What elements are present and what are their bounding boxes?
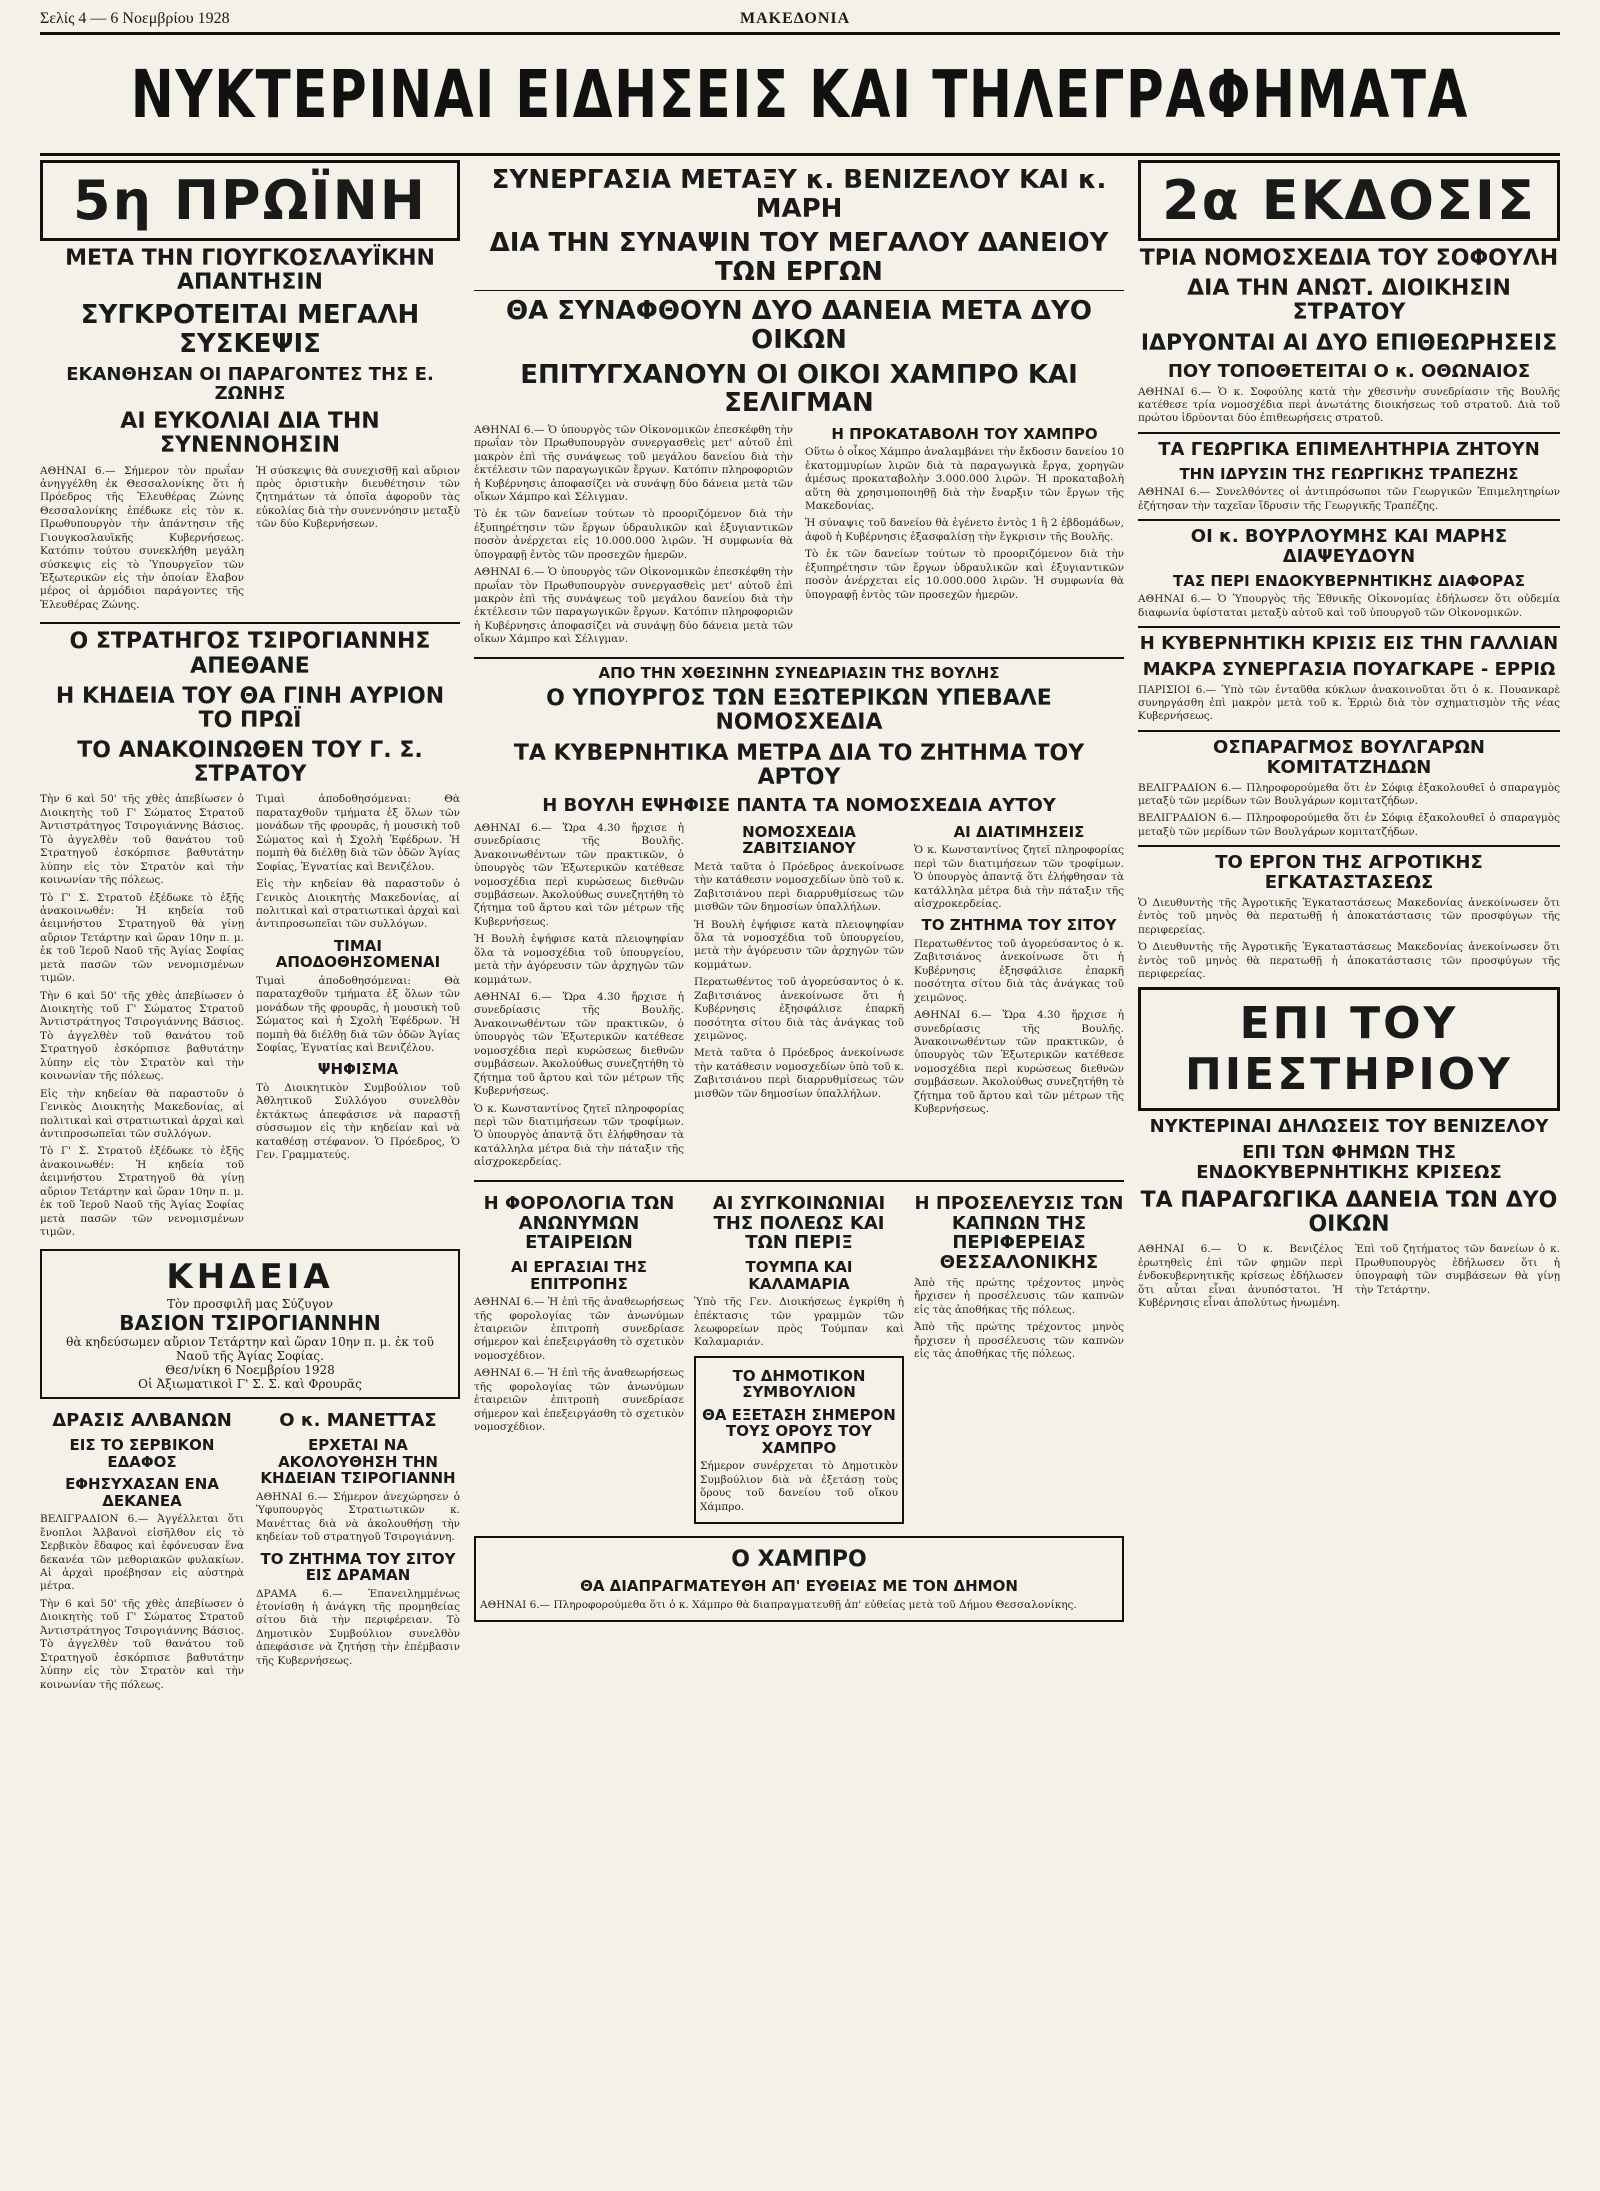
column-left [40,160,460,2170]
newspaper-name: ΜΑΚΕΔΟΝΙΑ [740,10,851,27]
article-body [474,420,1124,651]
funeral-notice [40,1249,460,1399]
divider [474,290,1124,291]
subheading: ΨΗΦΙΣΜΑ [317,1060,399,1079]
headline: ΜΕΤΑ ΤΗΝ ΓΙΟΥΓΚΟΣΛΑΥΪΚΗΝ ΑΠΑΝΤΗΣΙΝ [65,246,435,296]
masthead [40,32,1560,156]
subheading: ΤΙΜΑΙ ΑΠΟΔΟΘΗΣΟΜΕΝΑΙ [275,936,441,972]
subheading: ΑΙ ΕΡΓΑΣΙΑΙ ΤΗΣ ΕΠΙΤΡΟΠΗΣ [510,1258,648,1293]
headline: ΤΑΣ ΠΕΡΙ ΕΝΔΟΚΥΒΕΡΝΗΤΙΚΗΣ ΔΙΑΦΟΡΑΣ [1173,571,1525,590]
divider [1138,845,1560,847]
paragraph: Τὸ ἐκ τῶν δανείων τούτων τὸ προοριζόμενον διὰ τὴν ἐξυπηρέτησιν τῶν ἔργων ὑδραυλικῶν καὶ ἐξυγιαντικῶν ποσὸν ἀνέρχεται εἰς 10.000.000 λιρῶν. Ἡ συμφωνία θὰ ὑπογραφῇ ἐντὸς τῶν προσεχῶν ἡμερῶν. [805,548,1124,601]
paragraph: Περατωθέντος τοῦ ἀγορεύσαντος ὁ κ. Ζαβιτσιάνος ἀνεκοίνωσε ὅτι ἡ Κυβέρνησις ἐξησφάλισε ἐπαρκῆ ποσότητα σίτου διὰ τὰς ἀνάγκας τοῦ χειμῶνος. [914,937,1124,1004]
headline: Ο ΣΤΡΑΤΗΓΟΣ ΤΣΙΡΟΓΙΑΝΝΗΣ ΑΠΕΘΑΝΕ [69,629,431,679]
headline: ΤΑ ΠΑΡΑΓΩΓΙΚΑ ΔΑΝΕΙΑ ΤΩΝ ΔΥΟ ΟΙΚΩΝ [1140,1187,1558,1238]
paragraph: ΑΘΗΝΑΙ 6.— Ὁ Ὑπουργὸς τῆς Ἐθνικῆς Οἰκονομίας ἐδήλωσεν ὅτι οὐδεμία διαφωνία ὑφίσταται μεταξὺ αὐτοῦ καὶ τοῦ ὑπουργοῦ τῶν Οἰκονομικῶν. [1138,593,1560,619]
headline: ΘΑ ΣΥΝΑΦΘΟΥΝ ΔΥΟ ΔΑΝΕΙΑ ΜΕΤΑ ΔΥΟ ΟΙΚΩΝ [505,296,1092,355]
paragraph: Ἐπὶ τοῦ ζητήματος τῶν δανείων ὁ κ. Πρωθυπουργὸς ἐδήλωσεν ὅτι ἡ ὑπογραφὴ τῶν συμβάσεων θὰ γίνῃ τὴν Τετάρτην. [1355,1243,1560,1296]
paragraph: ΑΘΗΝΑΙ 6.— Σήμερον τὸν πρωΐαν ἀνηγγέλθη ἐκ Θεσσαλονίκης ὅτι ἡ Πρόεδρος τῆς Ἐλευθέρας Ζώνης Θεσσαλονίκης ἐπέδωκε εἰς τὸν κ. Πρωθυπουργὸν τὴν ἀπάντησιν τῆς Γιουγκοσλαυϊκῆς Κυβερνήσεως. Κατόπιν τούτου συνεκλήθη μεγάλη σύσκεψις εἰς τὸ Ὑπουργεῖον τῶν Ἐξωτερικῶν εἰς τὴν ὁποίαν ἔλαβον μέρος οἱ ἁρμόδιοι παράγοντες τῆς Ἐλευθέρας Ζώνης. [40,464,244,611]
paragraph: ΑΘΗΝΑΙ 6.— Πληροφορούμεθα ὅτι ὁ κ. Χάμπρο θὰ διαπραγματευθῇ ἀπ' εὐθείας μετὰ τοῦ Δήμου Θεσσαλονίκης. [480,1598,1077,1611]
notice-title: ΚΗΔΕΙΑ [166,1257,334,1298]
headline: Η ΠΡΟΣΕΛΕΥΣΙΣ ΤΩΝ ΚΑΠΝΩΝ ΤΗΣ ΠΕΡΙΦΕΡΕΙΑΣ ΘΕΣΣΑΛΟΝΙΚΗΣ [914,1192,1124,1274]
subheading: Η ΠΡΟΚΑΤΑΒΟΛΗ ΤΟΥ ΧΑΜΠΡΟ [831,424,1098,443]
paragraph: Ὁ κ. Κωνσταντίνος ζητεῖ πληροφορίας περὶ τῶν διατιμήσεων τῶν τροφίμων. Ὁ ὑπουργὸς ἀπαντᾷ ὅτι ἐλήφθησαν τὰ κατάλληλα μέτρα διὰ τὴν πάταξιν τῆς αἰσχροκερδείας. [474,1102,684,1169]
paragraph: Τιμαὶ ἀποδοθησόμεναι: Θὰ παραταχθοῦν τμήματα ἐξ ὅλων τῶν μονάδων τῆς φρουρᾶς, ἡ μουσικὴ τοῦ Σώματος καὶ ἡ Σχολὴ Ἐφέδρων. Ἡ πομπὴ θὰ διέλθῃ διὰ τῶν ὁδῶν Ἁγίας Σοφίας, Ἐγνατίας καὶ Βενιζέλου. [256,793,460,873]
paragraph: Τὸ Γ' Σ. Στρατοῦ ἐξέδωκε τὸ ἑξῆς ἀνακοινωθέν: Ἡ κηδεία τοῦ ἀειμνήστου Στρατηγοῦ θὰ γίνῃ αὔριον Τετάρτην καὶ ὥραν 10ην π. μ. ἐκ τοῦ Ἱεροῦ Ναοῦ τῆς Ἁγίας Σοφίας μετὰ πασῶν τῶν νενομισμένων τιμῶν. [40,1145,244,1239]
paragraph: Ὁ Διευθυντὴς τῆς Ἀγροτικῆς Ἐγκαταστάσεως Μακεδονίας ἀνεκοίνωσεν ὅτι ἐντὸς τοῦ μηνὸς θὰ περατωθῇ ἡ ἀποκατάστασις τῶν προσφύγων τῆς περιφερείας. [1138,941,1560,981]
edition-title: 2α ΕΚΔΟΣΙΣ [1138,160,1560,241]
headline: ΕΦΗΣΥΧΑΣΑΝ ΕΝΑ ΔΕΚΑΝΕΑ [65,1475,219,1510]
headline: ΤΡΙΑ ΝΟΜΟΣΧΕΔΙΑ ΤΟΥ ΣΟΦΟΥΛΗ [1139,246,1559,271]
paragraph: ΔΡΑΜΑ 6.— Ἐπανειλημμένως ἐτονίσθη ἡ ἀνάγκη τῆς προμηθείας σίτου διὰ τὴν περιφέρειαν. Τὸ Δημοτικὸν Συμβούλιον συνελθὸν ἀπεφάσισε νὰ ζητήσῃ τὴν ἐπέμβασιν τῆς Κυβερνήσεως. [256,1587,460,1667]
paragraph: Τὴν 6 καὶ 50' τῆς χθὲς ἀπεβίωσεν ὁ Διοικητὴς τοῦ Γ' Σώματος Στρατοῦ Ἀντιστράτηγος Τσιρογιάννης Βάσιος. Τὸ ἀγγελθὲν τοῦ θανάτου τοῦ Στρατηγοῦ ἐσκόρπισε βαθυτάτην λύπην εἰς τὸν Στρατὸν καὶ τὴν κοινωνίαν τῆς πόλεως. [40,989,244,1083]
paragraph: Οὕτω ὁ οἶκος Χάμπρο ἀναλαμβάνει τὴν ἔκδοσιν δανείου 10 ἑκατομμυρίων λιρῶν διὰ τὰ παραγωγικὰ ἔργα, χορηγῶν ἀμέσως προκαταβολὴν 3.000.000 λιρῶν. Ἡ προκαταβολὴ αὕτη θὰ χρησιμοποιηθῇ διὰ τὴν ἔναρξιν τῶν ἔργων τῆς Μακεδονίας. [805,446,1124,512]
divider [1138,626,1560,628]
headline: ΠΟΥ ΤΟΠΟΘΕΤΕΙΤΑΙ Ο κ. ΟΘΩΝΑΙΟΣ [1167,360,1531,382]
paragraph: ΑΘΗΝΑΙ 6.— Ὥρα 4.30 ἤρχισε ἡ συνεδρίασις τῆς Βουλῆς. Ἀνακοινωθέντων τῶν πρακτικῶν, ὁ ὑπουργὸς τῶν Ἐξωτερικῶν κατέθεσε νομοσχέδια περὶ κυρώσεως διεθνῶν συμβάσεων. Ἀκολούθως συνεζητήθη τὸ ζήτημα τοῦ ἄρτου καὶ τῶν μέτρων τῆς Κυβερνήσεως. [914,1009,1124,1116]
divider [40,622,460,624]
notice-line: Τὸν προσφιλῆ μας Σύζυγον [166,1297,334,1312]
notice-line: Θεσ/νίκη 6 Νοεμβρίου 1928 [165,1363,335,1378]
subheading: ΤΟ ΖΗΤΗΜΑ ΤΟΥ ΣΙΤΟΥ [921,916,1117,935]
headline: ΕΠΙΤΥΓΧΑΝΟΥΝ ΟΙ ΟΙΚΟΙ ΧΑΜΠΡΟ ΚΑΙ ΣΕΛΙΓΜΑΝ [520,359,1078,419]
paragraph: Τὸ ἐκ τῶν δανείων τούτων τὸ προοριζόμενον διὰ τὴν ἐξυπηρέτησιν τῶν ἔργων ὑδραυλικῶν καὶ ἐξυγιαντικῶν ποσὸν ἀνέρχεται εἰς 10.000.000 λιρῶν. Ἡ συμφωνία θὰ ὑπογραφῇ ἐντὸς τῶν προσεχῶν ἡμερῶν. [474,508,793,561]
paragraph: ΒΕΛΙΓΡΑΔΙΟΝ 6.— Ἀγγέλλεται ὅτι ἔνοπλοι Ἀλβανοὶ εἰσῆλθον εἰς τὸ Σερβικὸν ἔδαφος καὶ ἐφόνευσαν ἕνα δεκανέα τῶν μεθοριακῶν φυλακίων. Αἱ ἀρχαὶ προέβησαν εἰς αὐστηρὰ μέτρα. [40,1513,244,1593]
paragraph: Μετὰ ταῦτα ὁ Πρόεδρος ἀνεκοίνωσε τὴν κατάθεσιν νομοσχεδίων ὑπὸ τοῦ κ. Ζαβιτσιάνου περὶ διαρρυθμίσεως τῶν μισθῶν τῶν δημοσίων ὑπαλλήλων. [694,860,904,914]
headline: ΣΥΝΕΡΓΑΣΙΑ ΜΕΤΑΞΥ κ. ΒΕΝΙΖΕΛΟΥ ΚΑΙ κ. ΜΑΡΗ [491,165,1107,224]
paragraph: ΑΘΗΝΑΙ 6.— Ὁ ὑπουργὸς τῶν Οἰκονομικῶν ἐπεσκέφθη τὴν πρωΐαν τὸν Πρωθυπουργὸν συνεργασθεὶς μετ' αὐτοῦ ἐπὶ μακρὸν ἐπὶ τῆς συνάψεως τοῦ μεγάλου δανείου διὰ τὴν ἐκτέλεσιν τῶν παραγωγικῶν ἔργων. Κατόπιν πληροφοριῶν ἡ Κυβέρνησις ἀποφασίζει νὰ συνάψῃ δύο δάνεια μετὰ τῶν οἴκων Χάμπρο καὶ Σέλιγμαν. [474,566,793,646]
paragraph: Ἡ σύσκεψις θὰ συνεχισθῇ καὶ αὔριον πρὸς ὁριστικὴν διευθέτησιν τῶν ζητημάτων τὰ ὁποῖα ἀφοροῦν τὰς εὐκολίας διὰ τὴν συνεννόησιν μεταξὺ τῶν δύο Κυβερνήσεων. [256,464,460,531]
article-body [1138,1239,1560,1314]
paragraph: ΠΑΡΙΣΙΟΙ 6.— Ὑπὸ τῶν ἐνταῦθα κύκλων ἀνακοινοῦται ὅτι ὁ κ. Πουανκαρὲ συνηργάσθη ἐπὶ μακρὸν μετὰ τοῦ κ. Ἑρριὼ διὰ τὸν σχηματισμὸν τῆς νέας Κυβερνήσεως. [1138,683,1560,723]
article-body [474,818,1124,1174]
paragraph: ΑΘΗΝΑΙ 6.— Σήμερον ἀνεχώρησεν ὁ Ὑφυπουργὸς Στρατιωτικῶν κ. Μανέττας διὰ νὰ ἀκολουθήσῃ τὴν κηδείαν τοῦ στρατηγοῦ Τσιρογιάννη. [256,1490,460,1544]
page-date: Σελίς 4 — 6 Νοεμβρίου 1928 [40,10,230,27]
paragraph: Ἡ σύναψις τοῦ δανείου θὰ ἐγένετο ἐντὸς 1 ἢ 2 ἑβδομάδων, ἀφοῦ ἡ Κυβέρνησις ἐξασφαλίσῃ τὴν ἔγκρισιν τῆς Βουλῆς. [805,517,1124,543]
headline: ΤΟ ΖΗΤΗΜΑ ΤΟΥ ΣΙΤΟΥ ΕΙΣ ΔΡΑΜΑΝ [260,1549,456,1585]
divider [1138,519,1560,521]
headline: ΕΙΣ ΤΟ ΣΕΡΒΙΚΟΝ ΕΔΑΦΟΣ [69,1436,215,1471]
headline: ΜΑΚΡΑ ΣΥΝΕΡΓΑΣΙΑ ΠΟΥΑΓΚΑΡΕ - ΕΡΡΙΩ [1142,658,1556,680]
headline: ΔΙΑ ΤΗΝ ΑΝΩΤ. ΔΙΟΙΚΗΣΙΝ ΣΤΡΑΤΟΥ [1187,276,1511,326]
headline: Η ΦΟΡΟΛΟΓΙΑ ΤΩΝ ΑΝΩΝΥΜΩΝ ΕΤΑΙΡΕΙΩΝ [483,1192,675,1254]
subheading: ΝΟΜΟΣΧΕΔΙΑ ΖΑΒΙΤΣΙΑΝΟΥ [742,822,856,858]
headline: ΔΡΑΣΙΣ ΑΛΒΑΝΩΝ [52,1410,232,1432]
paragraph: Ὁ κ. Κωνσταντίνος ζητεῖ πληροφορίας περὶ τῶν διατιμήσεων τῶν τροφίμων. Ὁ ὑπουργὸς ἀπαντᾷ ὅτι ἐλήφθησαν τὰ κατάλληλα μέτρα διὰ τὴν πάταξιν τῆς αἰσχροκερδείας. [914,844,1124,911]
divider [474,657,1124,659]
paragraph: ΒΕΛΙΓΡΑΔΙΟΝ 6.— Πληροφορούμεθα ὅτι ἐν Σόφιᾳ ἐξακολουθεῖ ὁ σπαραγμὸς μεταξὺ τῶν μερίδων τῶν Βουλγάρων κομιτατζήδων. [1138,812,1560,838]
article-body [40,461,460,617]
paragraph: Τὸ Γ' Σ. Στρατοῦ ἐξέδωκε τὸ ἑξῆς ἀνακοινωθέν: Ἡ κηδεία τοῦ ἀειμνήστου Στρατηγοῦ θὰ γίνῃ αὔριον Τετάρτην καὶ ὥραν 10ην π. μ. ἐκ τοῦ Ἱεροῦ Ναοῦ τῆς Ἁγίας Σοφίας μετὰ πασῶν τῶν νενομισμένων τιμῶν. [40,891,244,985]
headline: ΑΠΟ ΤΗΝ ΧΘΕΣΙΝΗΝ ΣΥΝΕΔΡΙΑΣΙΝ ΤΗΣ ΒΟΥΛΗΣ [598,663,1000,682]
paragraph: Ἡ Βουλὴ ἐψήφισε κατὰ πλειοψηφίαν ὅλα τὰ νομοσχέδια τοῦ ὑπουργείου, μετὰ τὴν ἀγόρευσιν τῶν ἀρχηγῶν τῶν κομμάτων. [694,918,904,971]
headline: Η ΚΗΔΕΙΑ ΤΟΥ ΘΑ ΓΙΝΗ ΑΥΡΙΟΝ ΤΟ ΠΡΩΪ [55,683,445,733]
paragraph: ΑΘΗΝΑΙ 6.— Ὁ κ. Σοφούλης κατὰ τὴν χθεσινὴν συνεδρίασιν τῆς Βουλῆς κατέθεσε τρία νομοσχέδια περὶ ἀνωτάτης διοικήσεως τοῦ στρατοῦ. Διὰ τοῦ πρώτου ἱδρύονται δύο ἐπιθεωρήσεις στρατοῦ. [1138,385,1560,425]
masthead-title: ΝΥΚΤΕΡΙΝΑΙ ΕΙΔΗΣΕΙΣ ΚΑΙ ΤΗΛΕΓΡΑΦΗΜΑΤΑ [130,55,1470,133]
column-right [1138,160,1560,2170]
paragraph: Ἀπὸ τῆς πρώτης τρέχοντος μηνὸς ἤρχισεν ἡ προσέλευσις τῶν καπνῶν εἰς τὰς ἀποθήκας τῆς πόλεως. [914,1321,1124,1361]
paragraph: Ὁ Διευθυντὴς τῆς Ἀγροτικῆς Ἐγκαταστάσεως Μακεδονίας ἀνεκοίνωσεν ὅτι ἐντὸς τοῦ μηνὸς θὰ περατωθῇ ἡ ἀποκατάστασις τῶν προσφύγων τῆς περιφερείας. [1138,896,1560,936]
headline: ΤΗΝ ΙΔΡΥΣΙΝ ΤΗΣ ΓΕΩΡΓΙΚΗΣ ΤΡΑΠΕΖΗΣ [1179,464,1519,483]
headline: ΤΑ ΓΕΩΡΓΙΚΑ ΕΠΙΜΕΛΗΤΗΡΙΑ ΖΗΤΟΥΝ [1158,438,1540,460]
paragraph: Ὑπὸ τῆς Γεν. Διοικήσεως ἐγκρίθη ἡ ἐπέκτασις τῶν γραμμῶν τῶν λεωφορείων πρὸς Τούμπαν καὶ Καλαμαριάν. [694,1296,904,1349]
headline: ΕΠΙ ΤΩΝ ΦΗΜΩΝ ΤΗΣ ΕΝΔΟΚΥΒΕΡΝΗΤΙΚΗΣ ΚΡΙΣΕΩΣ [1196,1142,1502,1184]
paragraph: Τὴν 6 καὶ 50' τῆς χθὲς ἀπεβίωσεν ὁ Διοικητὴς τοῦ Γ' Σώματος Στρατοῦ Ἀντιστράτηγος Τσιρογιάννης Βάσιος. Τὸ ἀγγελθὲν τοῦ θανάτου τοῦ Στρατηγοῦ ἐσκόρπισε βαθυτάτην λύπην εἰς τὸν Στρατὸν καὶ τὴν κοινωνίαν τῆς πόλεως. [40,1597,244,1691]
subheading: ΤΟΥΜΠΑ ΚΑΙ ΚΑΛΑΜΑΡΙΑ [745,1258,853,1293]
divider [1138,730,1560,732]
headline: ΑΙ ΕΥΚΟΛΙΑΙ ΔΙΑ ΤΗΝ ΣΥΝΕΝΝΟΗΣΙΝ [120,409,380,459]
paragraph: Σήμερον συνέρχεται τὸ Δημοτικὸν Συμβούλιον διὰ νὰ ἐξετάσῃ τοὺς ὅρους τοῦ δανείου τοῦ οἴκου Χάμπρο. [700,1460,898,1513]
paragraph: ΒΕΛΙΓΡΑΔΙΟΝ 6.— Πληροφορούμεθα ὅτι ἐν Σόφιᾳ ἐξακολουθεῖ ὁ σπαραγμὸς μεταξὺ τῶν μερίδων τῶν Βουλγάρων κομιτατζήδων. [1138,781,1560,807]
headline: ΤΑ ΚΥΒΕΡΝΗΤΙΚΑ ΜΕΤΡΑ ΔΙΑ ΤΟ ΖΗΤΗΜΑ ΤΟΥ ΑΡΤΟΥ [513,740,1085,790]
divider [474,1180,1124,1182]
headline: Η ΒΟΥΛΗ ΕΨΗΦΙΣΕ ΠΑΝΤΑ ΤΑ ΝΟΜΟΣΧΕΔΙΑ ΑΥΤΟΥ [542,795,1056,816]
paragraph: ΑΘΗΝΑΙ 6.— Συνελθόντες οἱ ἀντιπρόσωποι τῶν Γεωργικῶν Ἐπιμελητηρίων ἐζήτησαν τὴν ταχεῖαν ἵδρυσιν τῆς Γεωργικῆς Τραπέζης. [1138,486,1560,512]
boxed-article [474,1536,1124,1622]
paragraph: Μετὰ ταῦτα ὁ Πρόεδρος ἀνεκοίνωσε τὴν κατάθεσιν νομοσχεδίων ὑπὸ τοῦ κ. Ζαβιτσιάνου περὶ διαρρυθμίσεως τῶν μισθῶν τῶν δημοσίων ὑπαλλήλων. [694,1047,904,1100]
subheading: ΘΑ ΕΞΕΤΑΣΗ ΣΗΜΕΡΟΝ ΤΟΥΣ ΟΡΟΥΣ ΤΟΥ ΧΑΜΠΡΟ [702,1405,896,1457]
paragraph: Τὴν 6 καὶ 50' τῆς χθὲς ἀπεβίωσεν ὁ Διοικητὴς τοῦ Γ' Σώματος Στρατοῦ Ἀντιστράτηγος Τσιρογιάννης Βάσιος. Τὸ ἀγγελθὲν τοῦ θανάτου τοῦ Στρατηγοῦ ἐσκόρπισε βαθυτάτην λύπην εἰς τὸν Στρατὸν καὶ τὴν κοινωνίαν τῆς πόλεως. [40,793,244,887]
paragraph: ΑΘΗΝΑΙ 6.— Ὥρα 4.30 ἤρχισε ἡ συνεδρίασις τῆς Βουλῆς. Ἀνακοινωθέντων τῶν πρακτικῶν, ὁ ὑπουργὸς τῶν Ἐξωτερικῶν κατέθεσε νομοσχέδια περὶ κυρώσεως διεθνῶν συμβάσεων. Ἀκολούθως συνεζητήθη τὸ ζήτημα τοῦ ἄρτου καὶ τῶν μέτρων τῆς Κυβερνήσεως. [474,821,684,928]
paragraph: ΑΘΗΝΑΙ 6.— Ἡ ἐπὶ τῆς ἀναθεωρήσεως τῆς φορολογίας τῶν ἀνωνύμων ἑταιρειῶν ἐπιτροπὴ συνεδρίασε σήμερον καὶ ἐπεξειργάσθη τὸ σχετικὸν νομοσχέδιον. [474,1367,684,1434]
headline: ΤΟ ΕΡΓΟΝ ΤΗΣ ΑΓΡΟΤΙΚΗΣ ΕΓΚΑΤΑΣΤΑΣΕΩΣ [1215,852,1483,894]
edition-title: 5η ΠΡΩΪΝΗ [40,160,460,241]
divider [1138,432,1560,434]
headline: ΣΥΓΚΡΟΤΕΙΤΑΙ ΜΕΓΑΛΗ ΣΥΣΚΕΨΙΣ [80,300,420,359]
paragraph: ΑΘΗΝΑΙ 6.— Ὥρα 4.30 ἤρχισε ἡ συνεδρίασις τῆς Βουλῆς. Ἀνακοινωθέντων τῶν πρακτικῶν, ὁ ὑπουργὸς τῶν Ἐξωτερικῶν κατέθεσε νομοσχέδια περὶ κυρώσεως διεθνῶν συμβάσεων. Ἀκολούθως συνεζητήθη τὸ ζήτημα τοῦ ἄρτου καὶ τῶν μέτρων τῆς Κυβερνήσεως. [474,991,684,1098]
paragraph: ΑΘΗΝΑΙ 6.— Ὁ ὑπουργὸς τῶν Οἰκονομικῶν ἐπεσκέφθη τὴν πρωΐαν τὸν Πρωθυπουργὸν συνεργασθεὶς μετ' αὐτοῦ ἐπὶ μακρὸν ἐπὶ τῆς συνάψεως τοῦ μεγάλου δανείου διὰ τὴν ἐκτέλεσιν τῶν παραγωγικῶν ἔργων. Κατόπιν πληροφοριῶν ἡ Κυβέρνησις ἀποφασίζει νὰ συνάψῃ δύο δάνεια μετὰ τῶν οἴκων Χάμπρο καὶ Σέλιγμαν. [474,423,793,503]
boxed-article [694,1356,904,1524]
headline: ΕΡΧΕΤΑΙ ΝΑ ΑΚΟΛΟΥΘΗΣΗ ΤΗΝ ΚΗΔΕΙΑΝ ΤΣΙΡΟΓΙΑΝΝΗ [260,1436,456,1488]
subheading: ΑΙ ΔΙΑΤΙΜΗΣΕΙΣ [953,822,1085,841]
headline: ΤΟ ΑΝΑΚΟΙΝΩΘΕΝ ΤΟΥ Γ. Σ. ΣΤΡΑΤΟΥ [77,738,423,788]
paragraph: Περατωθέντος τοῦ ἀγορεύσαντος ὁ κ. Ζαβιτσιάνος ἀνεκοίνωσε ὅτι ἡ Κυβέρνησις ἐξησφάλισε ἐπαρκῆ ποσότητα σίτου διὰ τὰς ἀνάγκας τοῦ χειμῶνος. [694,976,904,1043]
paragraph: Εἰς τὴν κηδείαν θὰ παραστοῦν ὁ Γενικὸς Διοικητὴς Μακεδονίας, αἱ πολιτικαὶ καὶ στρατιωτικαὶ ἀρχαὶ καὶ ἀντιπροσωπεῖαι τῶν συλλόγων. [256,878,460,931]
notice-name: ΒΑΣΙΟΝ ΤΣΙΡΟΓΙΑΝΝΗΝ [119,1311,381,1336]
notice-line: Οἱ Ἀξιωματικοὶ Γ' Σ. Σ. καὶ Φρουρᾶς [138,1377,362,1392]
article-pair [40,1405,460,1695]
headline: Ο κ. ΜΑΝΕΤΤΑΣ [279,1410,437,1432]
subheading: ΘΑ ΔΙΑΠΡΑΓΜΑΤΕΥΘΗ ΑΠ' ΕΥΘΕΙΑΣ ΜΕ ΤΟΝ ΔΗΜΟΝ [580,1577,1018,1596]
headline: ΑΙ ΣΥΓΚΟΙΝΩΝΙΑΙ ΤΗΣ ΠΟΛΕΩΣ ΚΑΙ ΤΩΝ ΠΕΡΙΞ [712,1192,886,1254]
column-center [474,160,1124,2170]
headline: ΝΥΚΤΕΡΙΝΑΙ ΔΗΛΩΣΕΙΣ ΤΟΥ ΒΕΝΙΖΕΛΟΥ [1149,1116,1549,1138]
paragraph: Εἰς τὴν κηδείαν θὰ παραστοῦν ὁ Γενικὸς Διοικητὴς Μακεδονίας, αἱ πολιτικαὶ καὶ στρατιωτικαὶ ἀρχαὶ καὶ ἀντιπροσωπεῖαι τῶν συλλόγων. [40,1087,244,1140]
paragraph: ΑΘΗΝΑΙ 6.— Ἡ ἐπὶ τῆς ἀναθεωρήσεως τῆς φορολογίας τῶν ἀνωνύμων ἑταιρειῶν ἐπιτροπὴ συνεδρίασε σήμερον καὶ ἐπεξειργάσθη τὸ σχετικὸν νομοσχέδιον. [474,1296,684,1362]
headline: ΔΙΑ ΤΗΝ ΣΥΝΑΨΙΝ ΤΟΥ ΜΕΓΑΛΟΥ ΔΑΝΕΙΟΥ ΤΩΝ ΕΡΓΩΝ [489,228,1109,287]
headline: ΟΣΠΑΡΑΓΜΟΣ ΒΟΥΛΓΑΡΩΝ ΚΟΜΙΤΑΤΖΗΔΩΝ [1213,736,1485,778]
headline: ΤΟ ΔΗΜΟΤΙΚΟΝ ΣΥΜΒΟΥΛΙΟΝ [732,1366,866,1402]
notice-line: θὰ κηδεύσωμεν αὔριον Τετάρτην καὶ ὥραν 10ην π. μ. ἐκ τοῦ Ναοῦ τῆς Ἁγίας Σοφίας. [66,1335,434,1364]
headline: Ο ΧΑΜΠΡΟ [731,1547,867,1573]
headline: Η ΚΥΒΕΡΝΗΤΙΚΗ ΚΡΙΣΙΣ ΕΙΣ ΤΗΝ ΓΑΛΛΙΑΝ [1139,633,1559,654]
paragraph: Ἡ Βουλὴ ἐψήφισε κατὰ πλειοψηφίαν ὅλα τὰ νομοσχέδια τοῦ ὑπουργείου, μετὰ τὴν ἀγόρευσιν τῶν ἀρχηγῶν τῶν κομμάτων. [474,933,684,986]
press-banner: ΕΠΙ ΤΟΥ ΠΙΕΣΤΗΡΙΟΥ [1138,987,1560,1111]
page-header-line [40,8,1560,32]
paragraph: Τιμαὶ ἀποδοθησόμεναι: Θὰ παραταχθοῦν τμήματα ἐξ ὅλων τῶν μονάδων τῆς φρουρᾶς, ἡ μουσικὴ τοῦ Σώματος καὶ ἡ Σχολὴ Ἐφέδρων. Ἡ πομπὴ θὰ διέλθῃ διὰ τῶν ὁδῶν Ἁγίας Σοφίας, Ἐγνατίας καὶ Βενιζέλου. [256,974,460,1055]
paragraph: Ἀπὸ τῆς πρώτης τρέχοντος μηνὸς ἤρχισεν ἡ προσέλευσις τῶν καπνῶν εἰς τὰς ἀποθήκας τῆς πόλεως. [914,1276,1124,1316]
article-body [40,789,460,1243]
headline: Ο ΥΠΟΥΡΓΟΣ ΤΩΝ ΕΞΩΤΕΡΙΚΩΝ ΥΠΕΒΑΛΕ ΝΟΜΟΣΧΕΔΙΑ [546,686,1052,736]
headline: ΙΔΡΥΟΝΤΑΙ ΑΙ ΔΥΟ ΕΠΙΘΕΩΡΗΣΕΙΣ [1140,330,1558,356]
article-grid [474,1188,1124,1530]
paragraph: Τὸ Διοικητικὸν Συμβούλιον τοῦ Ἀθλητικοῦ Συλλόγου συνελθὸν ἐκτάκτως ἀπεφάσισε νὰ παραστῇ σύσσωμον εἰς τὴν κηδείαν καὶ νὰ καταθέσῃ στέφανον. Ὁ Πρόεδρος, Ὁ Γεν. Γραμματεύς. [256,1081,460,1162]
headline: ΟΙ κ. ΒΟΥΡΛΟΥΜΗΣ ΚΑΙ ΜΑΡΗΣ ΔΙΑΨΕΥΔΟΥΝ [1190,526,1508,567]
paragraph: ΑΘΗΝΑΙ 6.— Ὁ κ. Βενιζέλος ἐρωτηθεὶς ἐπὶ τῶν φημῶν περὶ ἐνδοκυβερνητικῆς κρίσεως ἐδήλωσεν ὅτι αὗται εἶναι ἀνυπόστατοι. Ἡ Κυβέρνησις εἶναι ἀπολύτως ἡνωμένη. [1138,1243,1343,1309]
headline: ΕΚΑΝΘΗΣΑΝ ΟΙ ΠΑΡΑΓΟΝΤΕΣ ΤΗΣ Ε. ΖΩΝΗΣ [66,363,434,405]
